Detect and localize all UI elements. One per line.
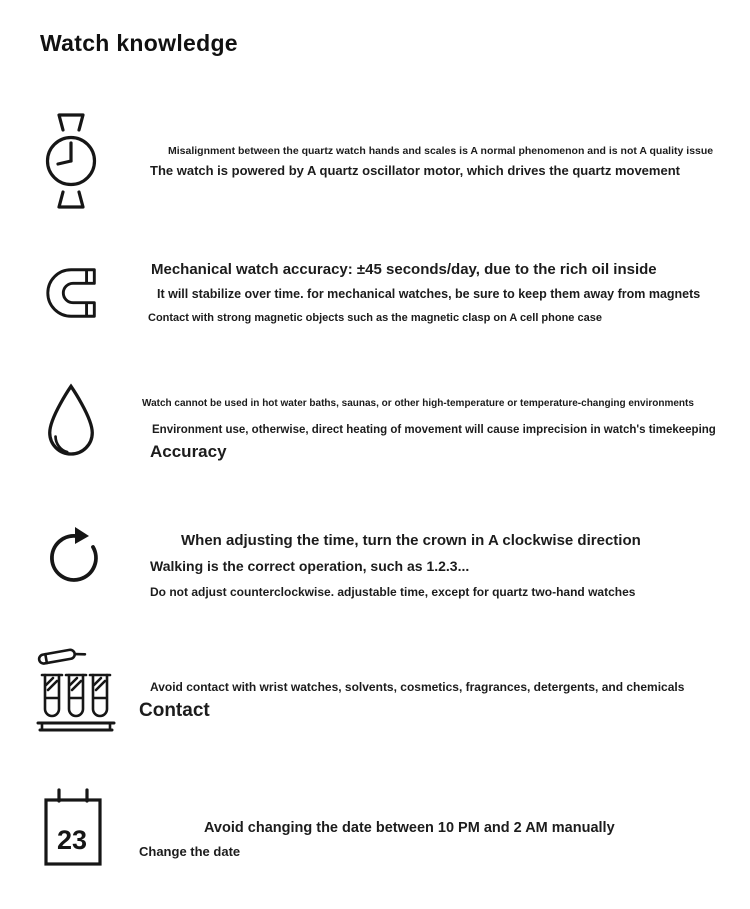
adjust-note-line: Do not adjust counterclockwise. adjustable time, except for quartz two-hand watches — [150, 585, 636, 599]
contact-heading: Contact — [139, 700, 210, 721]
page-title: Watch knowledge — [40, 30, 238, 56]
date-main-line: Avoid changing the date between 10 PM and 2 AM manually — [204, 820, 615, 836]
magnet-main-line: Mechanical watch accuracy: ±45 seconds/day, due to the rich oil inside — [151, 261, 657, 278]
magnet-sub-line: It will stabilize over time. for mechanical watches, be sure to keep them away from magnets — [157, 287, 701, 301]
calendar-icon — [42, 788, 104, 870]
change-date-heading: Change the date — [139, 844, 241, 859]
clockwise-arrow-icon — [42, 522, 106, 590]
adjust-main-line: When adjusting the time, turn the crown in A clockwise direction — [181, 532, 641, 549]
magnet-note-line: Contact with strong magnetic objects such as the magnetic clasp on A cell phone case — [148, 312, 602, 324]
quartz-note-line: Misalignment between the quartz watch hands and scales is A normal phenomenon and is not A quality issue — [168, 145, 714, 157]
quartz-main-line: The watch is powered by A quartz oscillator motor, which drives the quartz movement — [150, 163, 680, 178]
calendar-day-number: 23 — [56, 825, 88, 855]
test-tubes-icon — [36, 645, 116, 737]
temperature-note-line: Watch cannot be used in hot water baths, saunas, or other high-temperature or temperature-changing environments — [142, 398, 694, 409]
chemicals-note-line: Avoid contact with wrist watches, solvents, cosmetics, fragrances, detergents, and chemicals — [150, 680, 685, 694]
adjust-sub-line: Walking is the correct operation, such as 1.2.3... — [150, 558, 470, 574]
magnet-icon — [42, 262, 104, 324]
watch-icon — [45, 112, 97, 210]
accuracy-heading: Accuracy — [150, 442, 227, 461]
water-drop-icon — [42, 382, 100, 470]
temperature-sub-line: Environment use, otherwise, direct heating of movement will cause imprecision in watch's timekeeping — [152, 424, 716, 436]
